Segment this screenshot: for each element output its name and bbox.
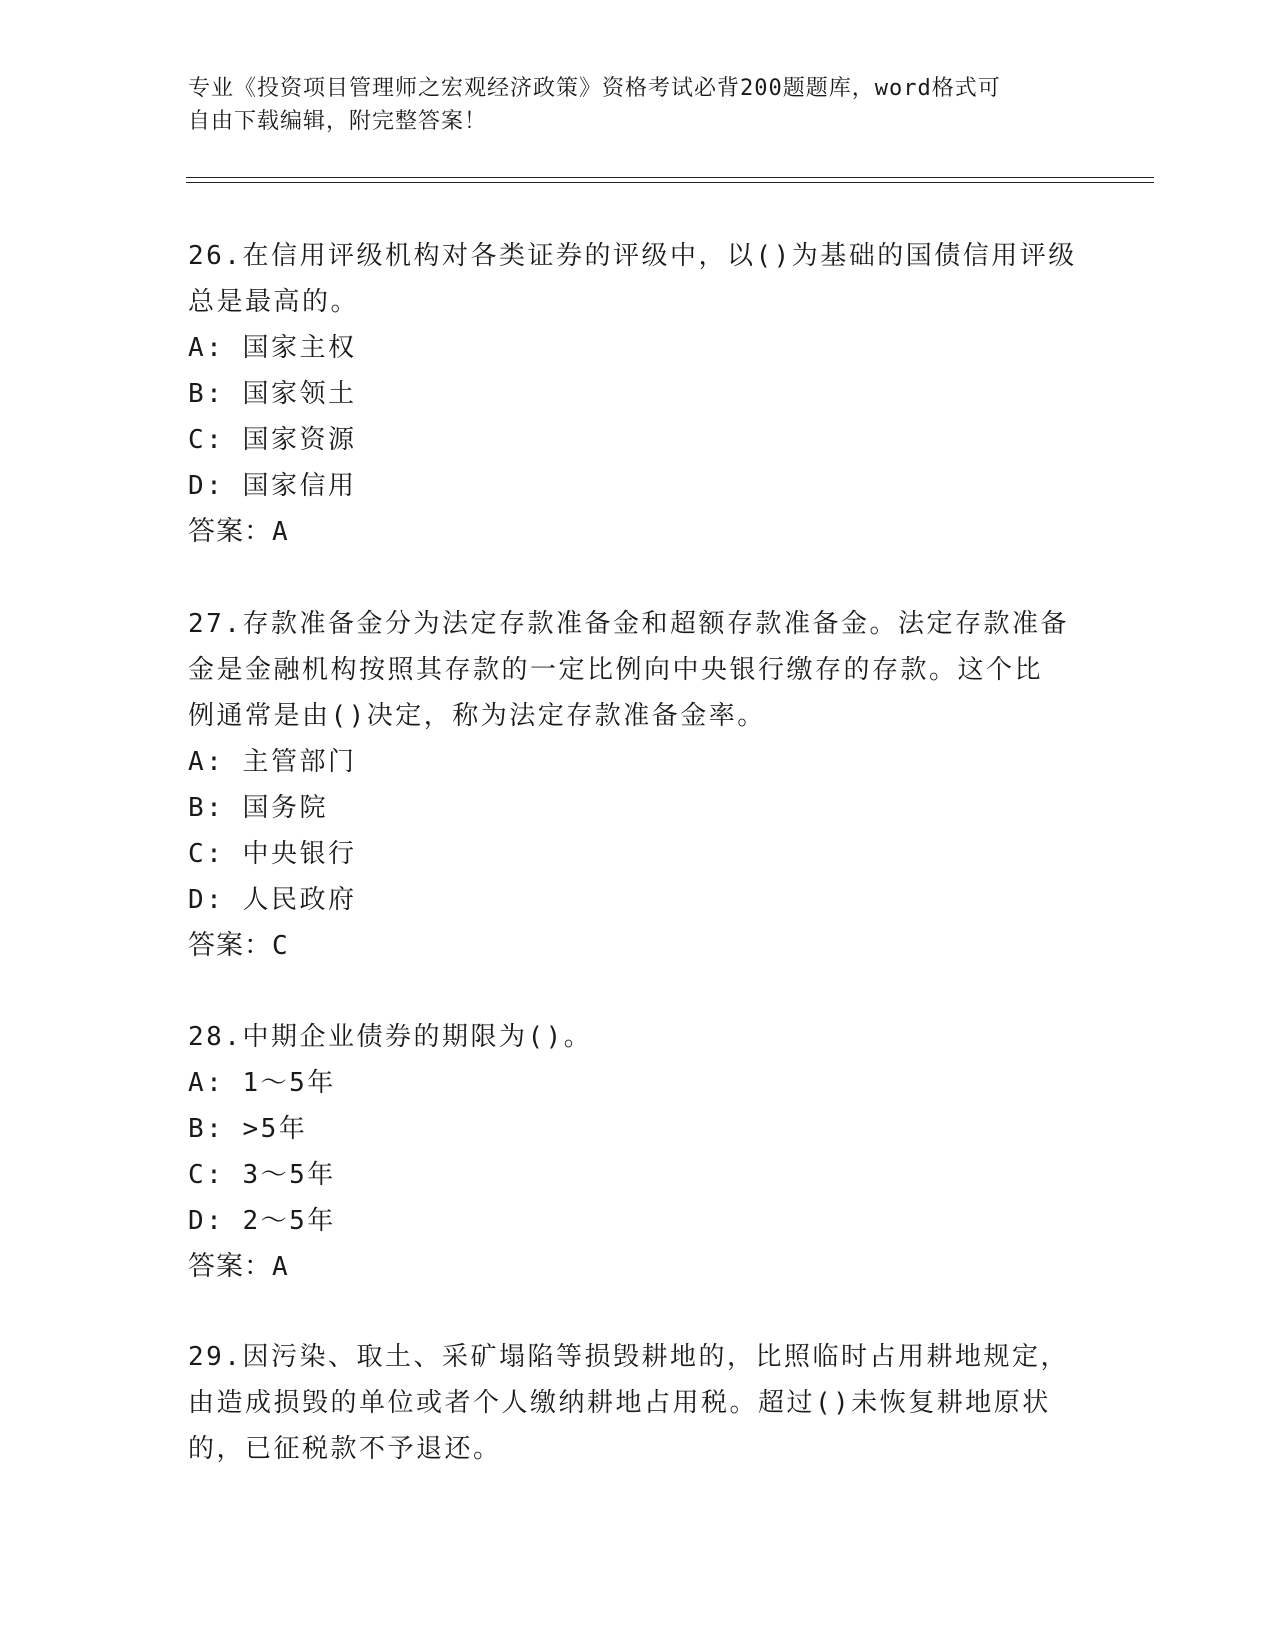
header-line-1: 专业《投资项目管理师之宏观经济政策》资格考试必背200题题库，word格式可	[188, 76, 1001, 101]
stem-line: 27.存款准备金分为法定存款准备金和超额存款准备金。法定存款准备	[188, 609, 1069, 639]
option-a: A: 主管部门	[188, 747, 357, 777]
question-stem	[188, 233, 1088, 325]
document-header	[188, 72, 1088, 138]
stem-line: 的，已征税款不予退还。	[188, 1434, 502, 1464]
option-b: B: 国务院	[188, 793, 328, 823]
answer-value: A	[272, 1252, 289, 1282]
answer-label: 答案：	[188, 1251, 272, 1282]
stem-line: 28.中期企业债券的期限为()。	[188, 1022, 593, 1052]
answer-line	[188, 509, 1088, 555]
question-27	[188, 601, 1088, 969]
header-divider-bottom	[186, 182, 1154, 183]
stem-line: 例通常是由()决定，称为法定存款准备金率。	[188, 701, 766, 731]
option-a: A: 国家主权	[188, 333, 357, 363]
option-c: C: 3～5年	[188, 1160, 336, 1190]
answer-value: C	[272, 931, 289, 961]
stem-line: 总是最高的。	[188, 287, 360, 317]
question-29	[188, 1334, 1088, 1472]
answer-label: 答案：	[188, 930, 272, 961]
stem-line: 金是金融机构按照其存款的一定比例向中央银行缴存的存款。这个比	[188, 655, 1044, 685]
option-b: B: >5年	[188, 1114, 308, 1144]
answer-value: A	[272, 517, 289, 547]
question-26	[188, 233, 1088, 555]
question-stem	[188, 601, 1088, 739]
option-c: C: 国家资源	[188, 425, 357, 455]
stem-line: 由造成损毁的单位或者个人缴纳耕地占用税。超过()未恢复耕地原状	[188, 1388, 1051, 1418]
question-28	[188, 1014, 1088, 1290]
stem-line: 29.因污染、取土、采矿塌陷等损毁耕地的，比照临时占用耕地规定，	[188, 1342, 1069, 1372]
answer-line	[188, 1244, 1088, 1290]
answer-label: 答案：	[188, 516, 272, 547]
option-b: B: 国家领土	[188, 379, 357, 409]
answer-line	[188, 923, 1088, 969]
header-line-2: 自由下载编辑，附完整答案！	[188, 109, 488, 134]
question-stem	[188, 1014, 1088, 1060]
option-c: C: 中央银行	[188, 839, 357, 869]
option-d: D: 国家信用	[188, 471, 357, 501]
option-d: D: 人民政府	[188, 885, 357, 915]
question-stem	[188, 1334, 1088, 1472]
option-d: D: 2～5年	[188, 1206, 336, 1236]
stem-line: 26.在信用评级机构对各类证券的评级中，以()为基础的国债信用评级	[188, 241, 1077, 271]
option-a: A: 1～5年	[188, 1068, 336, 1098]
header-divider-top	[186, 177, 1154, 178]
